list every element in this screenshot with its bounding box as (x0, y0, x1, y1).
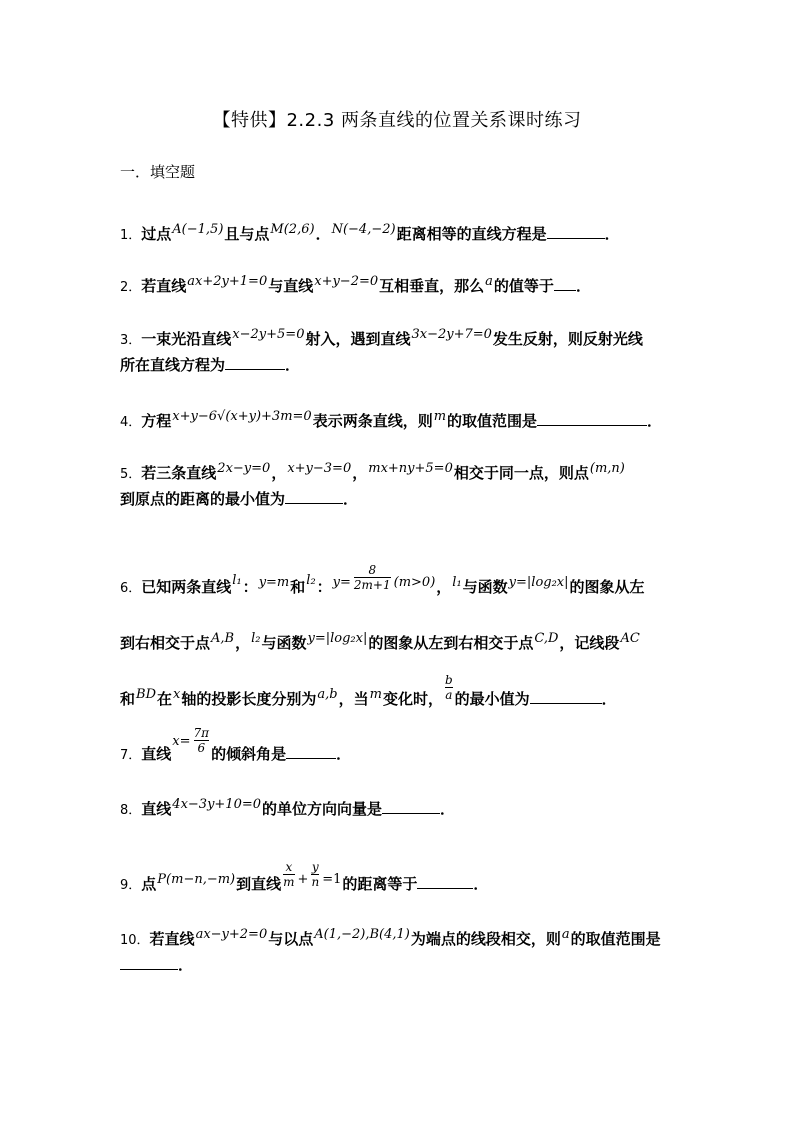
question-3: 3．一束光沿直线x−2y+5=0射入，遇到直线3x−2y+7=0发生反射，则反射光线 所在直线方程为 ． (120, 327, 643, 374)
answer-blank[interactable] (547, 224, 605, 239)
question-6: 6．已知两条直线l₁：y=m和l₂：y= $\frac{8}{2m+1}$ (m>0)，l₁与函数y=|log₂x|的图象从左 到右相交于点A,B，l₂与函数y=|log₂x|的图象从左到右相交于点C,D，记线段AC 和BD在x轴的投影长度分别为a,b，当m变化时， $\frac{b}{a}$ 的最小值为 ． (120, 563, 645, 708)
answer-blank[interactable] (530, 689, 602, 704)
answer-blank[interactable] (537, 411, 647, 426)
fraction: $\frac{8}{2m+1}$ (353, 563, 391, 592)
answer-blank[interactable] (554, 276, 576, 291)
answer-blank[interactable] (120, 955, 178, 970)
answer-blank[interactable] (285, 489, 343, 504)
answer-blank[interactable] (382, 799, 440, 814)
answer-blank[interactable] (225, 355, 285, 370)
fraction: $\frac{x}{m}$ (283, 860, 295, 889)
question-8: 8．直线4x−3y+10=0的单位方向向量是 ． (120, 797, 456, 818)
question-7: 7．直线x= $\frac{7\pi}{6}$ 的倾斜角是 ． (120, 726, 352, 763)
page-title: 【特供】2.2.3 两条直线的位置关系课时练习 (212, 110, 582, 131)
question-1: 1．过点A(−1,5)且与点M(2,6)．N(−4,−2)距离相等的直线方程是 ． (120, 222, 620, 243)
fraction: $\frac{b}{a}$ (444, 673, 453, 702)
question-2: 2．若直线ax+2y+1=0与直线x+y−2=0互相垂直，那么a的值等于 ． (120, 274, 591, 295)
fraction: $\frac{y}{n}$ (311, 860, 320, 889)
section-heading: 一．填空题 (120, 163, 196, 181)
question-10: 10．若直线ax−y+2=0与以点A(1,−2),B(4,1)为端点的线段相交，则a的取值范围是 ． (120, 927, 661, 974)
question-9: 9．点P(m−n,−m)到直线 $\frac{x}{m}$ + $\frac{y}{n}$ =1的距离等于 ． (120, 860, 489, 893)
answer-blank[interactable] (417, 874, 473, 889)
fraction: $\frac{7\pi}{6}$ (193, 726, 210, 755)
question-5: 5．若三条直线2x−y=0，x+y−3=0，mx+ny+5=0相交于同一点，则点(m,n) 到原点的距离的最小值为 ． (120, 461, 625, 508)
answer-blank[interactable] (286, 744, 336, 759)
question-4: 4．方程x+y−6√(x+y)+3m=0表示两条直线，则m的取值范围是 ． (120, 409, 663, 430)
